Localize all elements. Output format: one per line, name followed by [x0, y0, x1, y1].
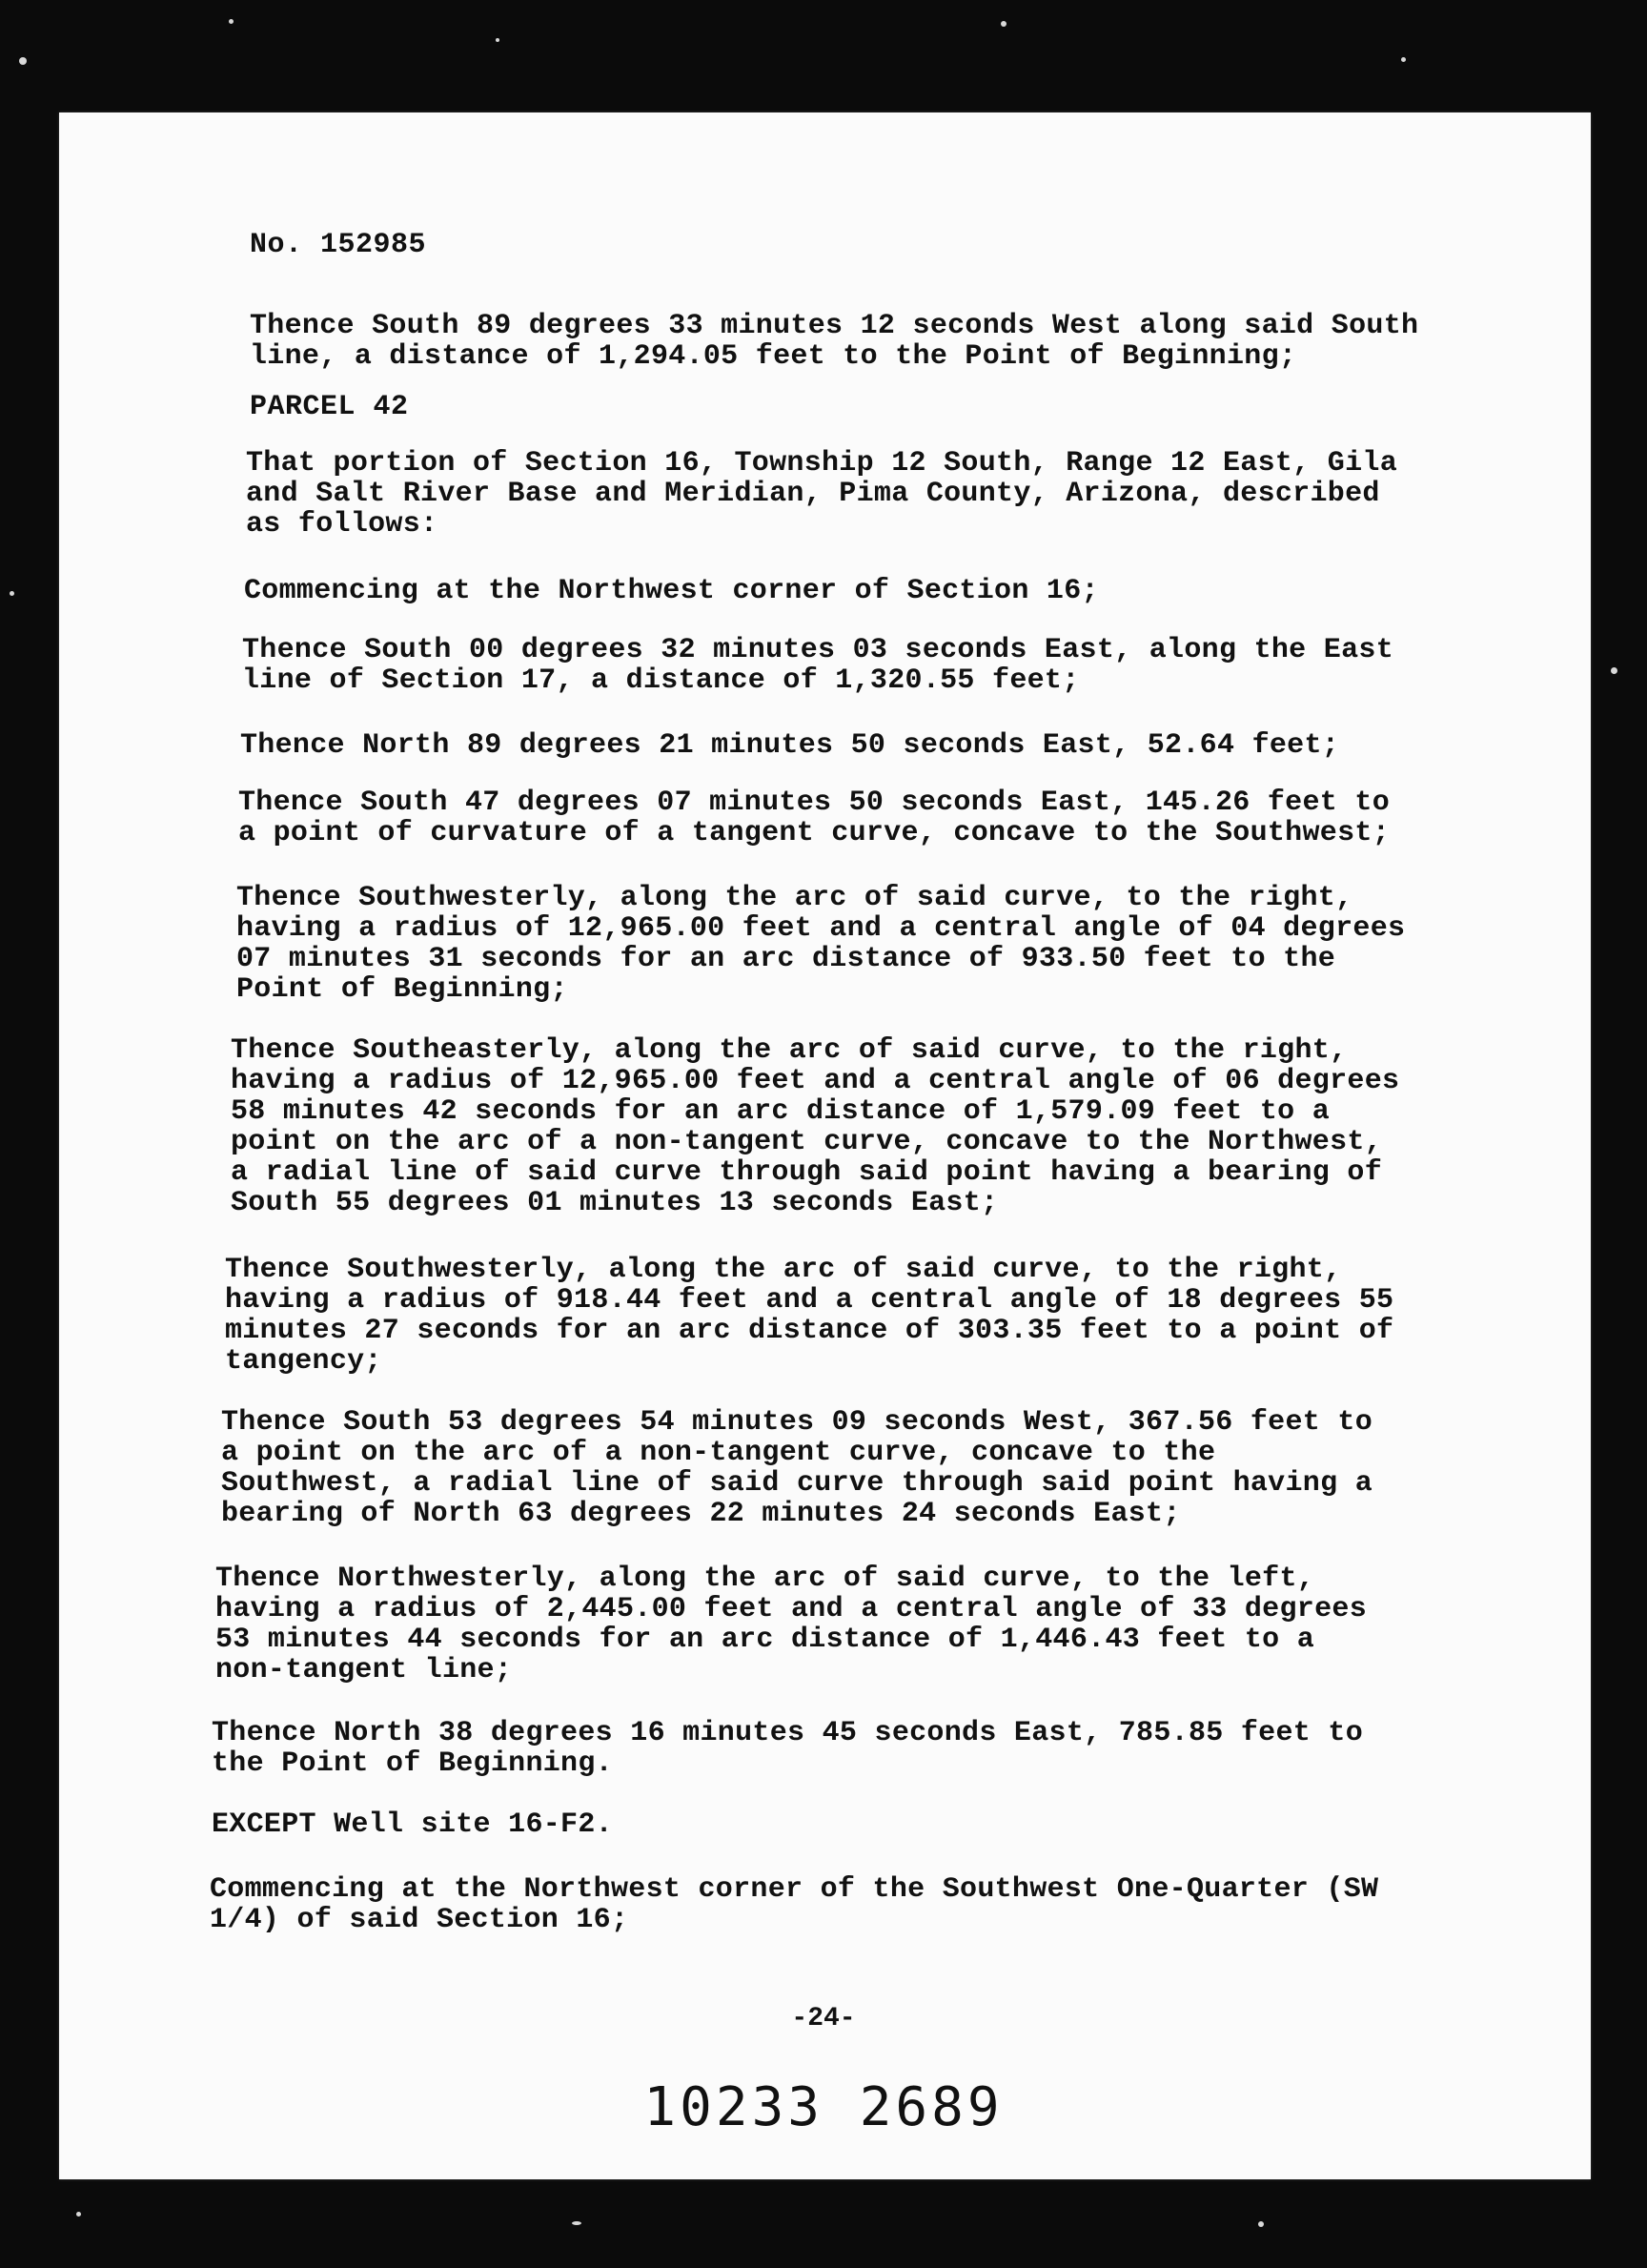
paragraph-closing-line: Thence South 89 degrees 33 minutes 12 seconds West along said South line, a distance of 1,294.05 feet to the Point of Beginning;	[250, 310, 1419, 373]
scan-speck	[76, 2212, 81, 2217]
paragraph-portion: That portion of Section 16, Township 12 South, Range 12 East, Gila and Salt River Base and Meridian, Pima County, Arizona, described as follows:	[246, 447, 1397, 541]
paragraph-southwesterly-2: Thence Southwesterly, along the arc of said curve, to the right, having a radius of 918.44 feet and a central angle of 18 degrees 55 minutes 27 seconds for an arc distance of 303.35 feet to a point of tangency;	[225, 1254, 1394, 1378]
scan-speck	[1611, 667, 1617, 674]
paragraph-except: EXCEPT Well site 16-F2.	[212, 1808, 613, 1841]
document-number: No. 152985	[250, 229, 427, 261]
paragraph-south-47: Thence South 47 degrees 07 minutes 50 seconds East, 145.26 feet to a point of curvature of a tangent curve, concave to the Southwest;	[238, 787, 1390, 849]
scan-speck	[496, 38, 499, 42]
scan-speck	[1401, 57, 1406, 62]
paragraph-south-53: Thence South 53 degrees 54 minutes 09 seconds West, 367.56 feet to a point on the arc of a non-tangent curve, concave to the Southwest, a radial line of said curve through said point having a bearing of North 63 degrees 22 minutes 24 seconds East;	[221, 1406, 1372, 1530]
paragraph-north-38: Thence North 38 degrees 16 minutes 45 seconds East, 785.85 feet to the Point of Beginning.	[212, 1717, 1363, 1780]
scan-speck	[1001, 21, 1006, 27]
paragraph-commencing: Commencing at the Northwest corner of Section 16;	[244, 575, 1099, 607]
paragraph-southwesterly-1: Thence Southwesterly, along the arc of said curve, to the right, having a radius of 12,965.00 feet and a central angle of 04 degrees 07 minutes 31 seconds for an arc distance of 933.50 feet to the Point of Beginning;	[236, 882, 1406, 1006]
paragraph-commencing-sw: Commencing at the Northwest corner of the Southwest One-Quarter (SW 1/4) of said Section 16;	[210, 1873, 1379, 1936]
scan-speck	[10, 591, 14, 596]
scan-speck	[19, 57, 27, 65]
parcel-heading: PARCEL 42	[250, 391, 409, 423]
paragraph-northwesterly: Thence Northwesterly, along the arc of said curve, to the left, having a radius of 2,445.00 feet and a central angle of 33 degrees 53 minutes 44 seconds for an arc distance of 1,446.43 feet to a non-tangent line;	[215, 1563, 1367, 1686]
paragraph-southeasterly: Thence Southeasterly, along the arc of said curve, to the right, having a radius of 12,965.00 feet and a central angle of 06 degrees 58 minutes 42 seconds for an arc distance of 1,579.09 feet to a point on the arc of a non-tangent curve, concave to the Northwest, a radial line of said curve through said point having a bearing of South 55 degrees 01 minutes 13 seconds East;	[231, 1034, 1400, 1219]
paragraph-north-89: Thence North 89 degrees 21 minutes 50 seconds East, 52.64 feet;	[240, 729, 1340, 762]
scan-speck	[1258, 2221, 1264, 2227]
paragraph-south-00: Thence South 00 degrees 32 minutes 03 seconds East, along the East line of Section 17, a distance of 1,320.55 feet;	[242, 634, 1393, 697]
scan-speck	[229, 19, 234, 24]
scan-speck	[572, 2221, 581, 2225]
book-page-stamp: 10233 2689	[643, 2076, 1004, 2138]
page-number: -24-	[791, 2004, 856, 2033]
